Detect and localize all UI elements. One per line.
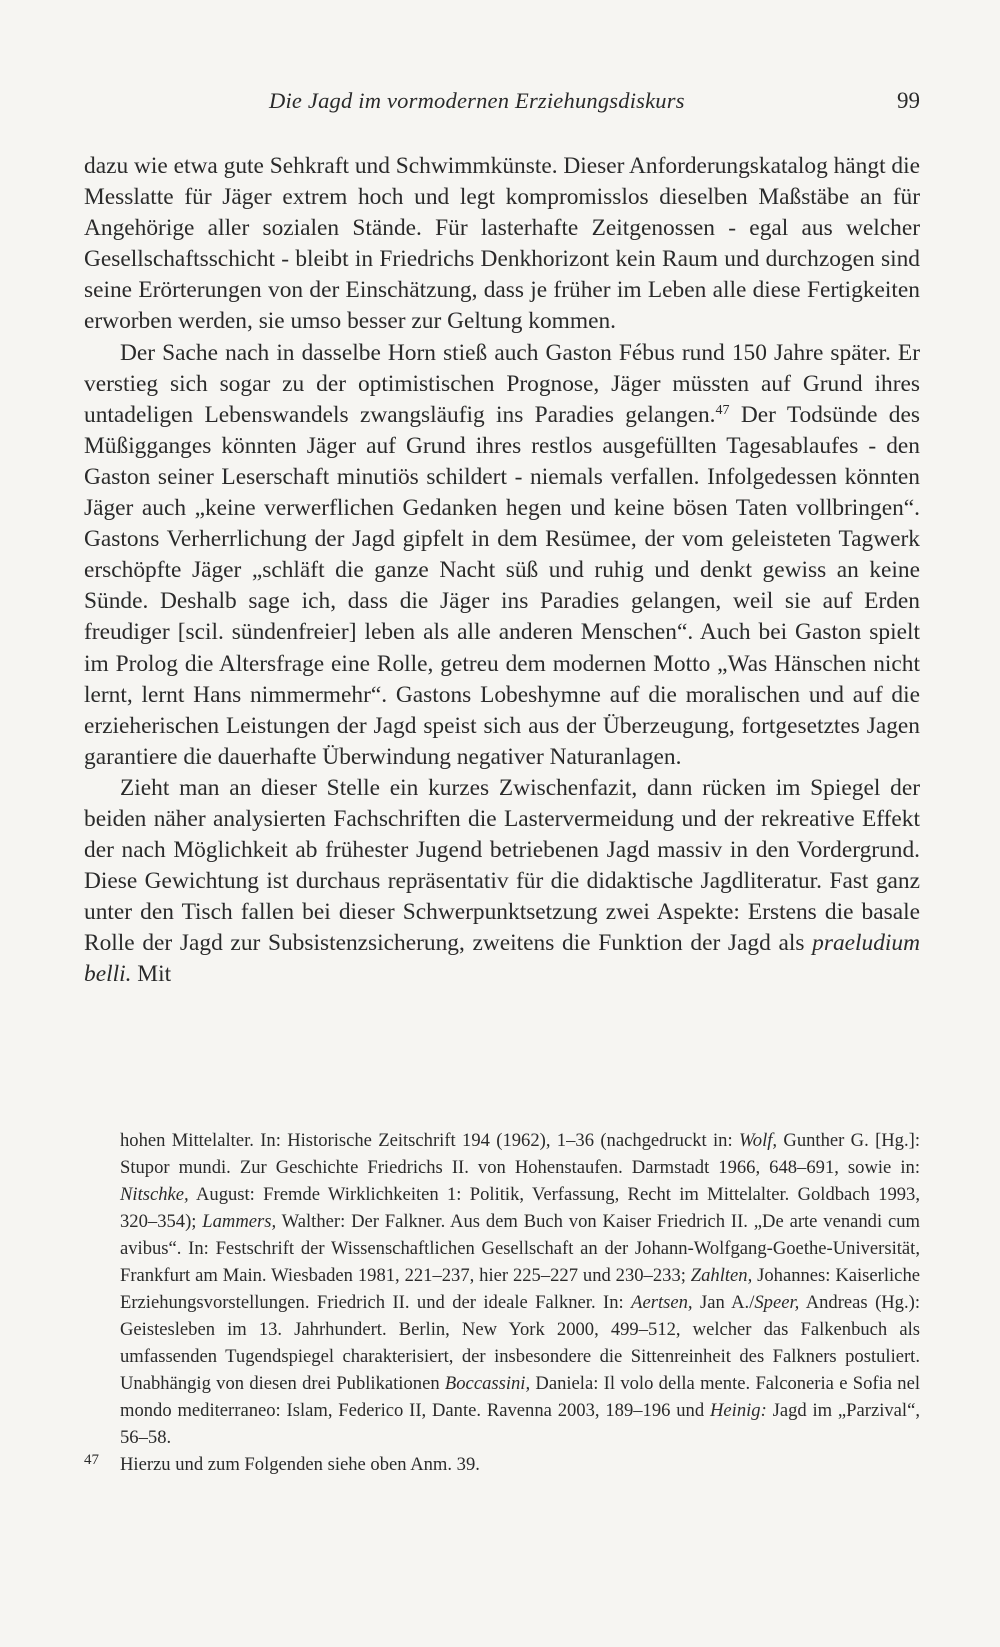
footnote-47 bbox=[84, 1451, 920, 1478]
fn-text: Daniela: Il volo della mente. Falconeria e Sofia nel mondo mediterraneo: Islam, Federico II, Dante. Ravenna 2003, 189–196 und bbox=[120, 1373, 920, 1421]
page-number: 99 bbox=[897, 88, 920, 113]
fn-author: Wolf, bbox=[738, 1130, 778, 1151]
footnotes bbox=[84, 1127, 920, 1478]
footnote-ref-47: 47 bbox=[715, 402, 730, 418]
fn-author: Lammers, bbox=[202, 1211, 277, 1232]
fn-author: Heinig: bbox=[709, 1400, 767, 1421]
fn-text: Gunther G. [Hg.]: Stupor mundi. Zur Geschichte Friedrichs II. von Hohenstaufen. Darmstadt 1966, 648–691, sowie in: bbox=[120, 1130, 920, 1178]
paragraph-2-text-b: Der Todsünde des Müßigganges könnten Jäger auf Grund ihres restlos ausgefüllten Tagesablaufes - den Gaston seiner Leserschaft minutiös schildert - niemals verfallen. Infolgedessen könnten Jäger auch „keine verwerflichen Gedanken hegen und keine bösen Taten vollbringen“. Gastons Verherrlichung der Jagd gipfelt in dem Resümee, der vom geleisteten Tagwerk erschöpfte Jäger „schläft die ganze Nacht süß und ruhig und denkt gewiss an keine Sünde. Deshalb sage ich, dass die Jäger ins Paradies gelangen, weil sie auf Erden freudiger [scil. sündenfreier] leben als alle anderen Menschen“. Auch bei Gaston spielt im Prolog die Altersfrage eine Rolle, getreu dem modernen Motto „Was Hänschen nicht lernt, lernt Hans nimmermehr“. Gastons Lobeshymne auf die moralischen und auf die erzieherischen Leistungen der Jagd speist sich aus der Überzeugung, fortgesetztes Jagen garantiere die dauerhafte Überwindung negativer Naturanlagen. bbox=[84, 401, 920, 770]
fn-text: Jan A./ bbox=[692, 1292, 755, 1313]
paragraph-3-text-b: Mit bbox=[131, 961, 172, 988]
fn-author: Zahlten, bbox=[690, 1265, 753, 1286]
footnote-number: 47 bbox=[84, 1452, 99, 1468]
running-title: Die Jagd im vormodernen Erziehungsdiskurs bbox=[269, 88, 685, 113]
fn-text: Jagd im „Parzival“, 56–58. bbox=[120, 1400, 921, 1448]
main-text bbox=[84, 151, 920, 991]
paragraph-3 bbox=[84, 773, 920, 991]
fn-text: hohen Mittelalter. In: Historische Zeitschrift 194 (1962), 1–36 (nachgedruckt in: bbox=[120, 1130, 739, 1151]
fn-text: August: Fremde Wirklichkeiten 1: Politik, Verfassung, Recht im Mittelalter. Goldbach 1993, 320–354); bbox=[120, 1184, 920, 1232]
fn-author: Aertsen, bbox=[631, 1292, 693, 1313]
paragraph-3-italic: praeludium belli. bbox=[84, 930, 920, 988]
fn-text: Andreas (Hg.): Geistesleben im 13. Jahrhundert. Berlin, New York 2000, 499–512, welcher das Falkenbuch als umfassenden Tugendspiegel charakterisiert, der insbesondere die Sittenreinheit des Falkners postuliert. Unabhängig von diesen drei Publikationen bbox=[120, 1292, 920, 1394]
fn-text: Johannes: Kaiserliche Erziehungsvorstellungen. Friedrich II. und der ideale Falkner. In: bbox=[120, 1265, 920, 1313]
paragraph-3-text-a: Zieht man an dieser Stelle ein kurzes Zwischenfazit, dann rücken im Spiegel der beiden näher analysierten Fachschriften die Lastervermeidung und der rekreative Effekt der nach Möglichkeit ab frühester Jugend betriebenen Jagd massiv in den Vordergrund. Diese Gewichtung ist durchaus repräsentativ für die didaktische Jagdliteratur. Fast ganz unter den Tisch fallen bei dieser Schwerpunktsetzung zwei Aspekte: Erstens die basale Rolle der Jagd zur Subsistenzsicherung, zweitens die Funktion der Jagd als bbox=[84, 774, 920, 957]
footnote-continuation bbox=[84, 1127, 920, 1451]
fn-text: Walther: Der Falkner. Aus dem Buch von Kaiser Friedrich II. „De arte venandi cum avibus“. In: Festschrift der Wissenschaftlichen Gesellschaft an der Johann-Wolfgang-Goethe-Universität, Frankfurt am Main. Wiesbaden 1981, 221–237, hier 225–227 und 230–233; bbox=[120, 1211, 920, 1286]
footnote-47-text: Hierzu und zum Folgenden siehe oben Anm. 39. bbox=[120, 1454, 480, 1475]
paragraph-2-text-a: Der Sache nach in dasselbe Horn stieß auch Gaston Fébus rund 150 Jahre später. Er verstieg sich sogar zu der optimistischen Prognose, Jäger müssten auf Grund ihres untadeligen Lebenswandels zwangsläufig ins Paradies gelangen. bbox=[84, 339, 920, 428]
paragraph-1-text: dazu wie etwa gute Sehkraft und Schwimmkünste. Dieser Anforderungskatalog hängt die Messlatte für Jäger extrem hoch und legt kompromisslos dieselben Maßstäbe an für Angehörige aller sozialen Stände. Für lasterhafte Zeitgenossen - egal aus welcher Gesellschaftsschicht - bleibt in Friedrichs Denkhorizont kein Raum und durchzogen sind seine Erörterungen von der Einschätzung, dass je früher im Leben alle diese Fertigkeiten erworben werden, sie umso besser zur Geltung kommen. bbox=[84, 153, 920, 335]
paragraph-1 bbox=[84, 151, 920, 338]
running-head bbox=[84, 88, 920, 118]
fn-author: Speer, bbox=[754, 1292, 800, 1313]
fn-author: Nitschke, bbox=[120, 1184, 189, 1205]
fn-author: Boccassini, bbox=[444, 1373, 531, 1394]
paragraph-2 bbox=[84, 338, 920, 773]
